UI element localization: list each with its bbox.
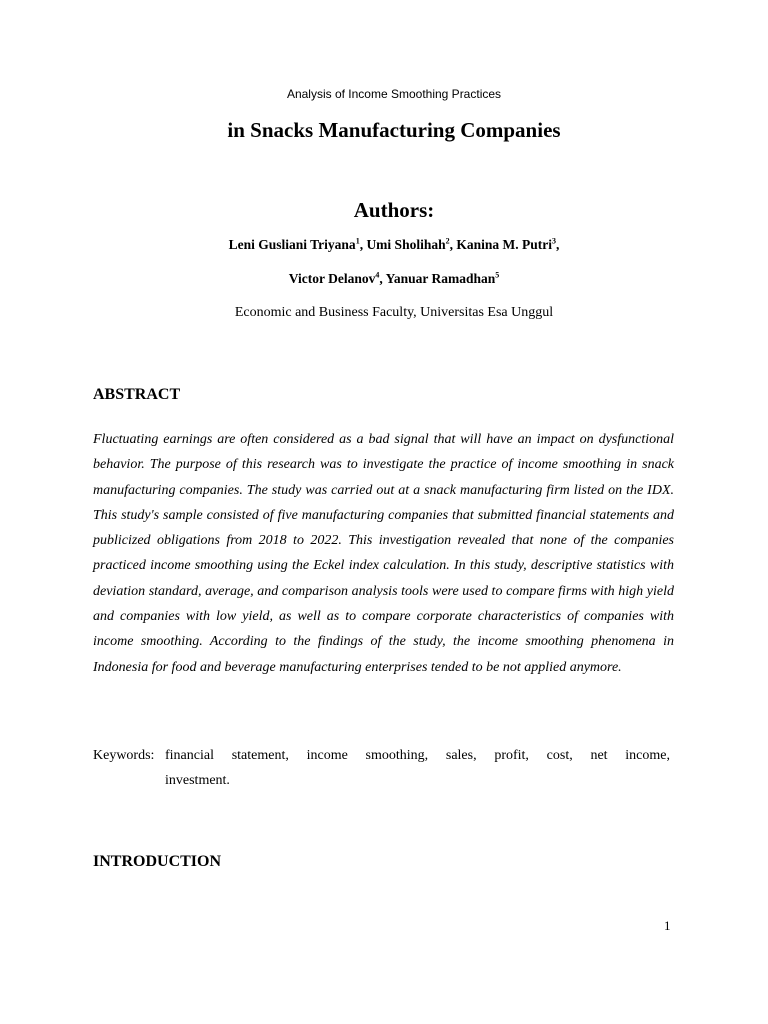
paper-title: in Snacks Manufacturing Companies bbox=[227, 118, 561, 142]
author-name: Umi Sholihah bbox=[366, 237, 446, 252]
authors-line-1 bbox=[10, 237, 768, 253]
keywords-list: financial statement, income smoothing, sales, profit, cost, net income, bbox=[165, 748, 670, 763]
author-affiliation-mark: 2 bbox=[445, 236, 450, 246]
introduction-heading: INTRODUCTION bbox=[93, 853, 222, 870]
keywords-label: Keywords: bbox=[93, 748, 155, 763]
keywords-first-line bbox=[93, 743, 674, 768]
author-name: Victor Delanov bbox=[288, 271, 376, 286]
authors-line-2 bbox=[10, 271, 768, 287]
author-name: Yanuar Ramadhan bbox=[385, 271, 496, 286]
author-separator: , bbox=[379, 271, 386, 286]
author-separator: , bbox=[449, 237, 457, 252]
keywords-block bbox=[93, 743, 674, 794]
running-title: Analysis of Income Smoothing Practices bbox=[286, 87, 502, 101]
author-name: Kanina M. Putri bbox=[456, 237, 552, 252]
author-affiliation-mark: 1 bbox=[355, 236, 360, 246]
authors-heading: Authors: bbox=[353, 198, 435, 222]
keywords-list-continued: investment. bbox=[165, 773, 230, 789]
author-affiliation-mark: 3 bbox=[551, 236, 556, 246]
abstract-heading: ABSTRACT bbox=[93, 386, 181, 403]
author-name: Leni Gusliani Triyana bbox=[228, 237, 356, 252]
abstract-body: Fluctuating earnings are often considered as a bad signal that will have an impact on dysfunctional behavior. The purpose of this research was to investigate the practice of income smoothing in snack manufacturing companies. The study was carried out at a snack manufacturing firm listed on the IDX. This study's sample consisted of five manufacturing companies that submitted financial statements and publicized obligations from 2018 to 2022. This investigation revealed that none of the companies practiced income smoothing using the Eckel index calculation. In this study, descriptive statistics with deviation standard, average, and comparison analysis tools were used to compare firms with high yield and companies with low yield, as well as to compare corporate characteristics of companies with income smoothing. According to the findings of the study, the income smoothing phenomena in Indonesia for food and beverage manufacturing enterprises tended to be not applied anymore. bbox=[93, 432, 674, 675]
author-separator: , bbox=[555, 237, 560, 252]
author-separator: , bbox=[359, 237, 367, 252]
author-affiliation-mark: 4 bbox=[375, 270, 380, 280]
author-affiliation: Economic and Business Faculty, Universitas Esa Unggul bbox=[234, 305, 554, 320]
page-number: 1 bbox=[664, 918, 671, 933]
author-affiliation-mark: 5 bbox=[495, 270, 500, 280]
